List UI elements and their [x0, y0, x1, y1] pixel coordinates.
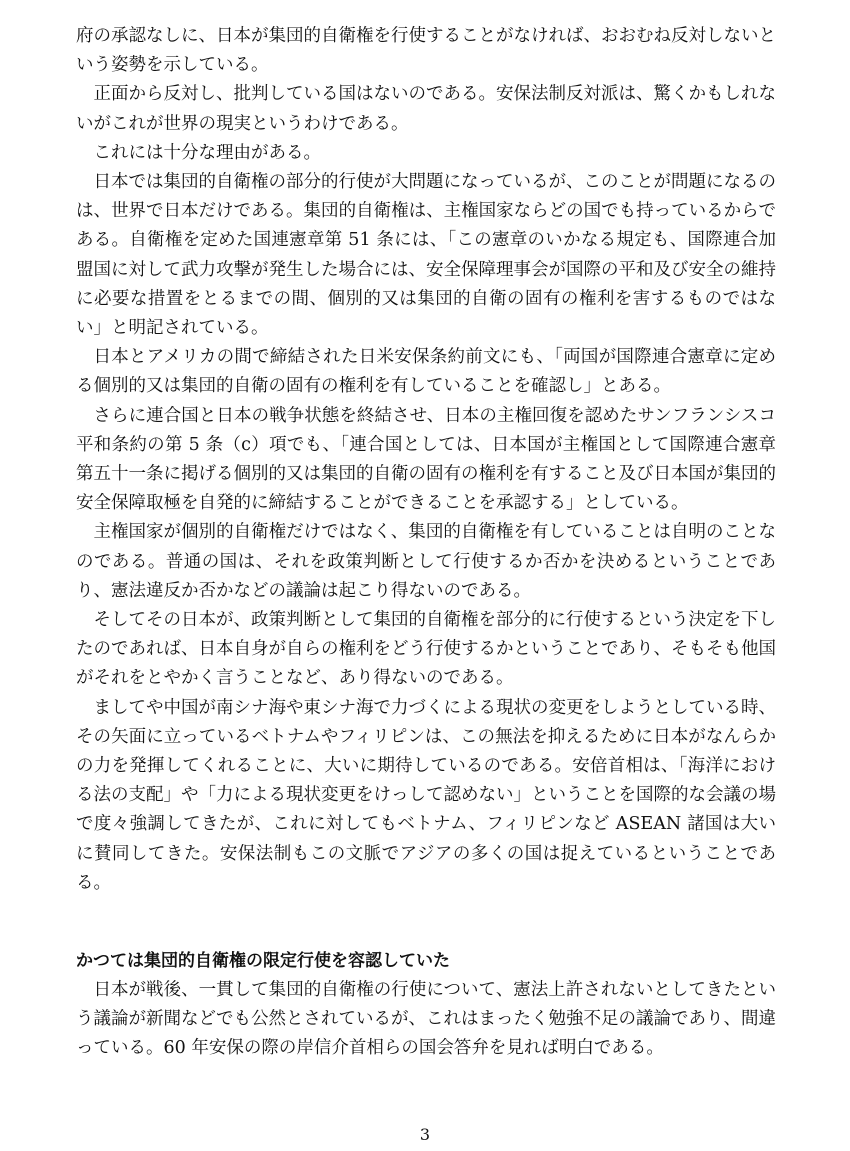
- paragraph: そしてその日本が、政策判断として集団的自衛権を部分的に行使するという決定を下したのであれば、日本自身が自らの権利をどう行使するかということであり、そもそも他国がそれをとやかく言うことなど、あり得ないのである。: [76, 610, 776, 689]
- paragraph-continued: 府の承認なしに、日本が集団的自衛権を行使することがなければ、おおむね反対しないという姿勢を示している。: [76, 26, 776, 76]
- section-paragraph: 日本が戦後、一貫して集団的自衛権の行使について、憲法上許されないとしてきたという議論が新聞などでも公然とされているが、これはまったく勉強不足の議論であり、間違っている。60 年安保の際の岸信介首相らの国会答弁を見れば明白である。: [76, 980, 776, 1059]
- paragraph: これには十分な理由がある。: [93, 142, 321, 163]
- paragraph: さらに連合国と日本の戦争状態を終結させ、日本の主権回復を認めたサンフランシスコ平和条約の第 5 条（c）項でも、「連合国としては、日本国が主権国として国際連合憲章第五十一条に掲げる個別的又は集団的自衛の固有の権利を有すること及び日本国が集団的安全保障取極を自発的に締結することができることを承認する」としている。: [76, 405, 776, 514]
- paragraph: 主権国家が個別的自衛権だけではなく、集団的自衛権を有していることは自明のことなのである。普通の国は、それを政策判断として行使するか否かを決めるということであり、憲法違反か否かなどの議論は起こり得ないのである。: [76, 522, 776, 601]
- paragraph: 正面から反対し、批判している国はないのである。安保法制反対派は、驚くかもしれないがこれが世界の現実というわけである。: [76, 84, 776, 134]
- paragraph: 日本とアメリカの間で締結された日米安保条約前文にも、「両国が国際連合憲章に定める個別的又は集団的自衛の固有の権利を有していることを確認し」とある。: [76, 347, 776, 397]
- section-heading: かつては集団的自衛権の限定行使を容認していた: [76, 951, 450, 971]
- body-text: [76, 22, 776, 898]
- paragraph: ましてや中国が南シナ海や東シナ海で力づくによる現状の変更をしようとしている時、その矢面に立っているベトナムやフィリピンは、この無法を抑えるために日本がなんらかの力を発揮してくれることに、大いに期待しているのである。安倍首相は、「海洋における法の支配」や「力による現状変更をけっして認めない」ということを国際的な会議の場で度々強調してきたが、これに対してもベトナム、フィリピンなど ASEAN 諸国は大いに賛同してきた。安保法制もこの文脈でアジアの多くの国は捉えているということである。: [76, 697, 776, 893]
- section: [76, 947, 776, 1064]
- paragraph: 日本では集団的自衛権の部分的行使が大問題になっているが、このことが問題になるのは、世界で日本だけである。集団的自衛権は、主権国家ならどの国でも持っているからである。自衛権を定めた国連憲章第 51 条には、「この憲章のいかなる規定も、国際連合加盟国に対して武力攻撃が発生した場合には、安全保障理事会が国際の平和及び安全の維持に必要な措置をとるまでの間、個別的又は集団的自衛の固有の権利を害するものではない」と明記されている。: [76, 172, 776, 339]
- page-number: 3: [419, 1125, 431, 1144]
